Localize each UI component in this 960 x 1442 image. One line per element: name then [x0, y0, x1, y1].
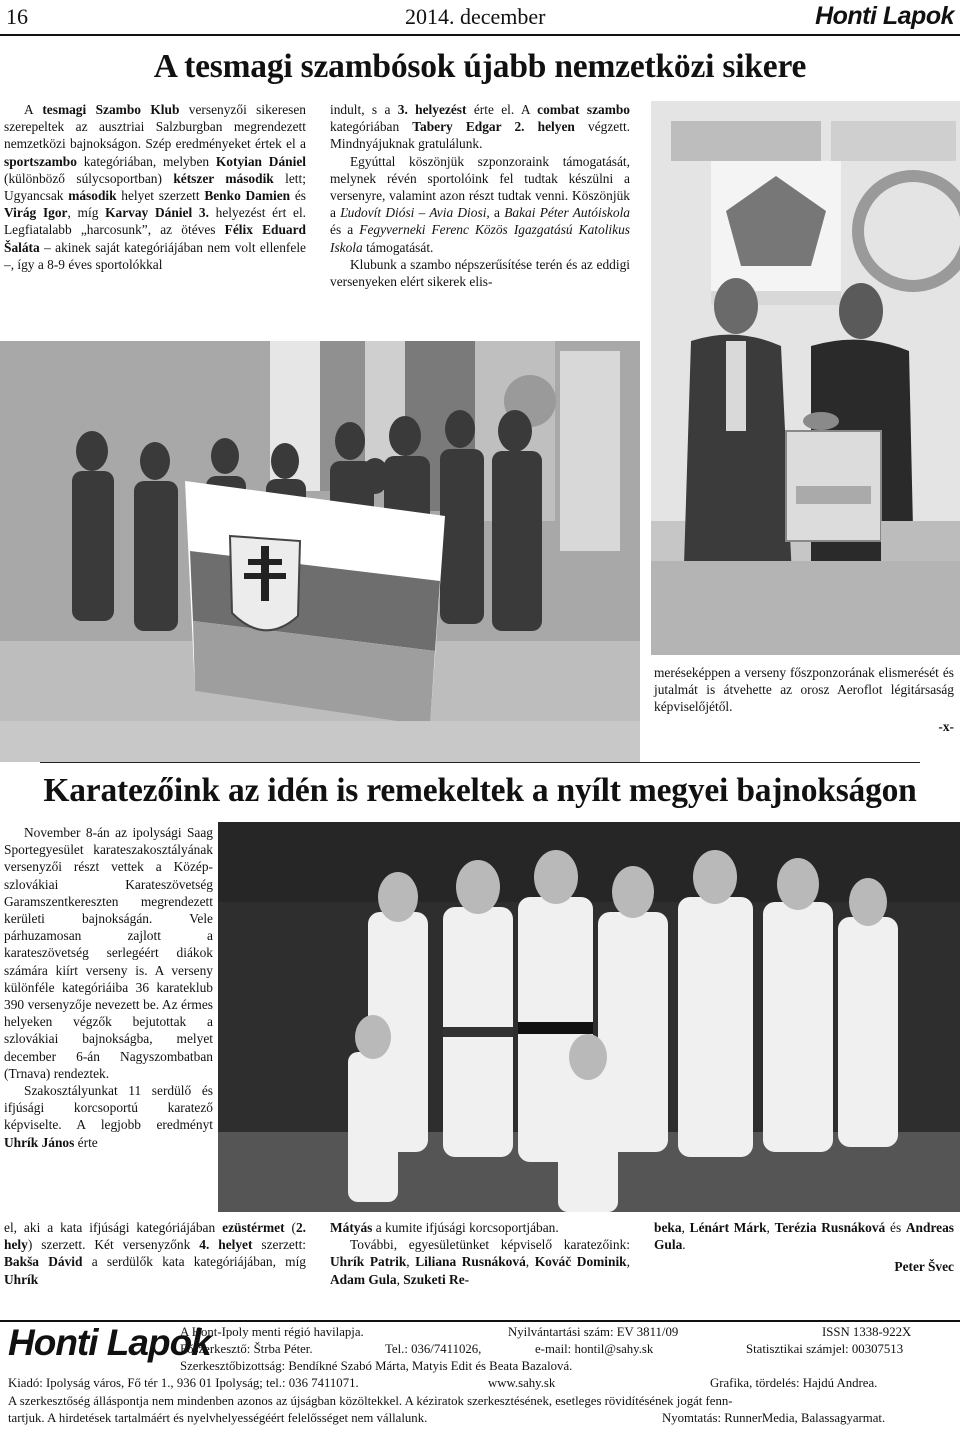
award-presentation-photo: [651, 101, 960, 655]
footer-logo: Honti Lapok: [8, 1322, 211, 1363]
footer-phone: Tel.: 036/7411026,: [385, 1342, 482, 1356]
article2-col2-paragraph1: Mátyás a kumite ifjúsági korcsoportjában.: [330, 1220, 559, 1235]
article-separator: [40, 762, 920, 763]
newspaper-logo: Honti Lapok: [815, 2, 954, 30]
issue-date: 2014. december: [405, 4, 546, 29]
article2-col2-paragraph2: További, egyesületünket képviselő karatezőink: Uhrík Patrik, Liliana Rusnáková, Kováč Dominik, Adam Gula, Szuketi Re-: [330, 1237, 630, 1287]
footer-publisher: Kiadó: Ipolyság város, Fő tér 1., 936 01 Ipolyság; tel.: 036 7411071.: [8, 1376, 359, 1390]
footer-graphics: Grafika, tördelés: Hajdú Andrea.: [710, 1376, 878, 1390]
article1-col3-paragraph: meréseképpen a verseny főszponzorának elismerését és jutalmát is átvehette az orosz Aeroflot légitársaság képviselőjétől.: [654, 665, 954, 715]
article2-column1: [4, 824, 213, 1151]
footer-tagline: A Hont-Ipoly menti régió havilapja.: [180, 1325, 364, 1339]
footer-disclaimer1: A szerkesztőség álláspontja nem mindenben azonos az újságban közöltekkel. A kéziratok szerkesztésének, esetleges rövidítésének jogát fenn-: [8, 1394, 733, 1408]
footer-issn: ISSN 1338-922X: [822, 1325, 912, 1339]
article1-col2-paragraph1: indult, s a 3. helyezést érte el. A combat szambo kategóriában Tabery Edgar 2. helyen végzett. Mindnyájuknak gratulálunk.: [330, 102, 631, 152]
article2-col1-paragraph1: November 8-án az ipolysági Saag Sportegyesület karateszakosztályának versenyzői részt vettek a Közép-szlovákiai Karateszövetség Garamszentkereszten megrendezett kerületi bajnokságán. Vele párhuzamosan zajlott a karateszövetség serlegéért diákok számára kiírt verseny is. A verseny különféle kategóriáiba 36 karateklub 390 versenyzője nevezett be. Az érmes helyeken végzők bejutottak a szlovákiai bajnokságba, melyet december 6-án Nagyszombatban (Trnava) rendeztek.: [4, 825, 213, 1081]
article1-col2-paragraph2: Egyúttal köszönjük szponzoraink támogatását, melynek révén sportolóink fel tudtak készülni a versenyre, valamint azon részt tudtak venni. Köszönjük a Ľudovít Diósi – Avia Diosi, a Bakai Péter Autóiskola és a Fegyverneki Ferenc Közös Igazgatású Katolikus Iskola támogatását.: [330, 153, 631, 255]
footer-disclaimer2: tartjuk. A hirdetések tartalmáért és nyelvhelyességéért felelősséget nem vállalunk.: [8, 1411, 428, 1425]
team-with-flag-photo: [0, 341, 640, 762]
article2-column1-continued: [4, 1219, 306, 1288]
article1-col1-paragraph: A tesmagi Szambo Klub versenyzői sikeresen szerepeltek az ausztriai Salzburgban megrendezett nemzetközi bajnokságon. Szép eredményeket értek el a sportszambo kategóriában, melyben Kotyian Dániel (különböző súlycsoportban) kétszer második lett; Ugyancsak második helyet szerzett Benko Damien és Virág Igor, míg Karvay Dániel 3. helyezést ért el. Legfiatalabb „harcosunk”, az ötéves Félix Eduard Šaláta – akinek saját kategóriájában nem volt ellenfele –, így a 8-9 éves sportolókkal: [4, 102, 307, 272]
article1-signature: -x-: [938, 719, 954, 734]
article1-headline: A tesmagi szambósok újabb nemzetközi sikere: [153, 48, 807, 85]
article2-col1-paragraph2: Szakosztályunkat 11 serdülő és ifjúsági korcsoportú karatező képviselte. A legjobb eredményt Uhrík János érte: [4, 1083, 213, 1150]
footer-email: e-mail: hontil@sahy.sk: [535, 1342, 654, 1356]
article2-col1-paragraph3: el, aki a kata ifjúsági kategóriájában ezüstérmet (2. hely) szerzett. Két versenyzőnk 4. helyet szerzett: Bakša Dávid a serdülők kata kategóriájában, míg Uhrík: [4, 1220, 307, 1287]
footer-website: www.sahy.sk: [488, 1376, 556, 1390]
article1-column3: [654, 664, 954, 716]
article1-col2-paragraph3: Klubunk a szambo népszerűsítése terén és az eddigi versenyeken elért sikerek elis-: [330, 256, 630, 290]
footer-registration: Nyilvántartási szám: EV 3811/09: [508, 1325, 679, 1339]
article2-column3: [654, 1219, 954, 1253]
header-divider: [0, 34, 960, 36]
footer-board: Szerkesztőbizottság: Bendíkné Szabó Márta, Matyis Edit és Beata Bazalová.: [180, 1359, 573, 1373]
article2-column2: [330, 1219, 630, 1288]
article1-column1: [4, 101, 306, 273]
footer-printer: Nyomtatás: RunnerMedia, Balassagyarmat.: [662, 1411, 886, 1425]
article1-column2: [330, 101, 630, 290]
footer-stat-code: Statisztikai számjel: 00307513: [746, 1342, 904, 1356]
karate-team-photo: [218, 822, 960, 1212]
article2-headline: Karatezőink az idén is remekeltek a nyílt megyei bajnokságon: [43, 772, 917, 809]
footer-editor: Főszerkesztő: Štrba Péter.: [180, 1342, 313, 1356]
page-number: 16: [6, 4, 28, 29]
article2-col3-paragraph: beka, Lénárt Márk, Terézia Rusnáková és Andreas Gula.: [654, 1220, 955, 1253]
article2-signature: Peter Švec: [894, 1259, 954, 1274]
